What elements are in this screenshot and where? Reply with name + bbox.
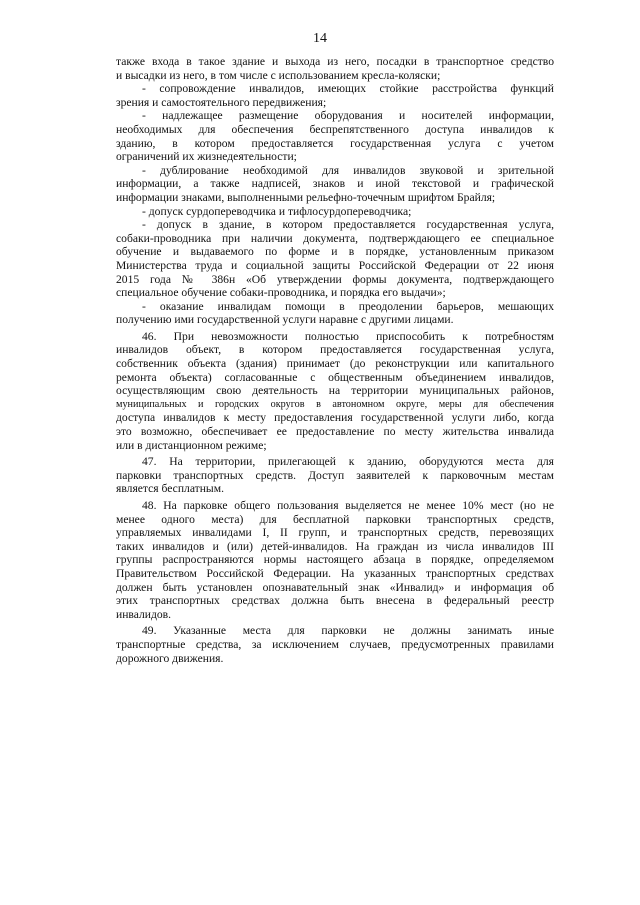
paragraph-48-line: инвалидов.	[116, 607, 172, 621]
list-item-line: - допуск в здание, в котором предоставляется государственная услуга,	[142, 218, 554, 232]
paragraph-49-line: дорожного движения.	[116, 651, 224, 665]
page-number: 14	[313, 31, 327, 46]
text-line: также входа в такое здание и выхода из него, посадки в транспортное средство	[116, 55, 554, 68]
paragraph-46-line: это возможно, обеспечивает ее предоставление по месту жительства инвалида	[116, 425, 554, 439]
paragraph-46-line: 46. При невозможности полностью приспособить к потребностям	[142, 329, 554, 343]
paragraph-48-line: менее одного места) для бесплатной парковки транспортных средств,	[116, 512, 554, 526]
list-item-line: - сопровождение инвалидов, имеющих стойкие расстройства функций	[142, 82, 554, 96]
paragraph-46-line: муниципальных и городских округов в автономном округе, меры для обеспечения	[116, 398, 554, 410]
paragraph-48-line: 48. На парковке общего пользования выделяется не менее 10% мест (но не	[142, 499, 554, 512]
list-item-line: зданию, в котором предоставляется государственная услуга с учетом	[116, 136, 554, 150]
paragraph-48-line: управляемых инвалидами I, II групп, и транспортных средств, перевозящих	[116, 526, 554, 540]
paragraph-49-line: транспортные средства, за исключением случаев, предусмотренных правилами	[116, 637, 554, 651]
paragraph-46-line: осуществляющим свою деятельность на территории муниципальных районов,	[116, 384, 554, 398]
list-item-line: зрения и самостоятельного передвижения;	[116, 95, 327, 109]
list-item-line: ограничений их жизнедеятельности;	[116, 150, 297, 164]
list-item-line: специальное обучение собаки-проводника, и порядка его выдачи»;	[116, 286, 446, 300]
paragraph-46-line: инвалидов объект, в котором предоставляется государственная услуга,	[116, 343, 554, 357]
paragraph-46-line: собственник объекта (здания) принимает (до реконструкции или капитального	[116, 357, 554, 371]
list-item-line: информации знаками, выполненными рельефно-точечным шрифтом Брайля;	[116, 190, 496, 204]
list-item-line: 2015 года № 386н «Об утверждении формы документа, подтверждающего	[116, 272, 554, 286]
list-item-line: получению ими государственной услуги наравне с другими лицами.	[116, 313, 454, 327]
list-item-line: - допуск сурдопереводчика и тифлосурдопереводчика;	[142, 204, 412, 218]
paragraph-48-line: таких инвалидов и (или) детей-инвалидов. На граждан из числа инвалидов III	[116, 539, 554, 553]
list-item-line: обучение и выдаваемого по форме и в порядке, установленным приказом	[116, 245, 554, 259]
text-line: и высадки из него, в том числе с использованием кресла-коляски;	[116, 68, 441, 82]
paragraph-49-line: 49. Указанные места для парковки не должны занимать иные	[142, 624, 554, 638]
list-item-line: информации, а также надписей, знаков и иной текстовой и графической	[116, 177, 554, 191]
paragraph-48-line: должен быть установлен опознавательный знак «Инвалид» и информация об	[116, 580, 554, 594]
paragraph-46-line: ремонта объекта) согласованные с общественным объединением инвалидов,	[116, 370, 554, 384]
list-item-line: - надлежащее размещение оборудования и носителей информации,	[142, 109, 554, 123]
paragraph-48-line: группы распространяются нормы настоящего абзаца в порядке, определяемом	[116, 553, 554, 567]
paragraph-46-line: или в дистанционном режиме;	[116, 438, 267, 452]
paragraph-46-line: доступа инвалидов к месту предоставления государственной услуги либо, когда	[116, 411, 554, 425]
paragraph-47-line: является бесплатным.	[116, 482, 224, 496]
list-item-line: Министерства труда и социальной защиты Российской Федерации от 22 июня	[116, 258, 554, 272]
paragraph-47-line: 47. На территории, прилегающей к зданию, оборудуются места для	[142, 455, 554, 469]
paragraph-47-line: парковки транспортных средств. Доступ заявителей к парковочным местам	[116, 468, 554, 482]
paragraph-48-line: этих транспортных средствах должна быть внесена в федеральный реестр	[116, 594, 554, 608]
list-item-line: - дублирование необходимой для инвалидов звуковой и зрительной	[142, 163, 554, 177]
list-item-line: необходимых для обеспечения беспрепятственного доступа инвалидов к	[116, 122, 554, 136]
document-body	[116, 55, 554, 665]
list-item-line: - оказание инвалидам помощи в преодолении барьеров, мешающих	[142, 299, 554, 313]
paragraph-48-line: Правительством Российской Федерации. На указанных транспортных средствах	[116, 566, 554, 580]
list-item-line: собаки-проводника при наличии документа, подтверждающего ее специальное	[116, 231, 554, 245]
